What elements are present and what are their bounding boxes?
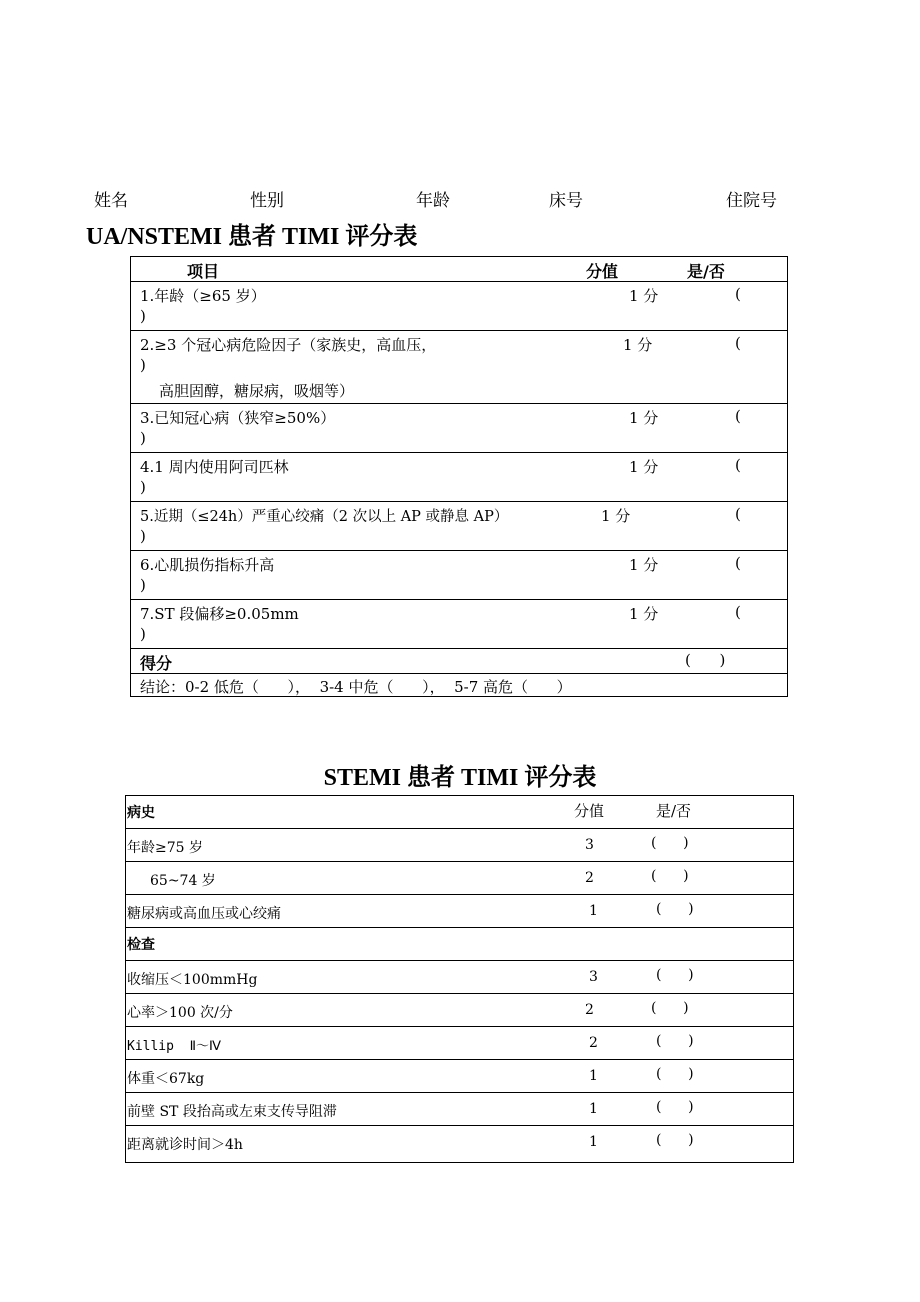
row-text: 3.已知冠心病（狭窄≥50%） [140,409,336,427]
table-row [131,404,787,453]
row-score: 1 分 [601,507,631,525]
table-row [126,895,793,928]
row-label: 心率＞100 次/分 [127,1005,233,1021]
header-yesno: 是/否 [656,802,692,820]
row-label: 体重＜67kg [127,1071,205,1087]
table-row [131,453,787,502]
answer-open-paren: ( [735,554,741,572]
history-section-label: 病史 [127,805,155,821]
row-score: 1 分 [629,605,659,623]
row-score: 2 [585,1002,594,1018]
table1-title: UA/NSTEMI 患者 TIMI 评分表 [86,224,418,250]
table-row [131,331,787,404]
row-text: 6.心肌损伤指标升高 [140,556,275,574]
table-row [131,282,787,331]
row-label: 糖尿病或高血压或心绞痛 [127,906,281,922]
row-score: 1 分 [629,556,659,574]
age-label: 年龄 [416,191,450,211]
answer-open-paren: ( [735,603,741,621]
admission-number-label: 住院号 [726,191,777,211]
table-row [126,1126,793,1159]
answer-open-paren: ( [735,505,741,523]
answer-close-paren: ) [140,625,146,643]
row-score: 1 [589,1068,598,1084]
row-score: 2 [585,870,594,886]
row-score: 1 分 [629,409,659,427]
answer-close-paren: ) [140,576,146,594]
exam-section-label: 检查 [127,937,155,953]
conclusion-text: 结论：0-2 低危（ ）， 3-4 中危（ ）， 5-7 高危（ ） [140,678,572,696]
total-score-label: 得分 [140,654,173,673]
row-text: 4.1 周内使用阿司匹林 [140,458,289,476]
total-score-row [131,649,787,674]
answer-field[interactable]: ( ) [651,1000,689,1016]
stemi-timi-table [125,795,794,1163]
table-row [126,862,793,895]
header-yesno: 是/否 [687,262,725,281]
total-score-field[interactable]: ( ) [685,651,726,669]
row-label: 距离就诊时间＞4h [127,1137,243,1153]
row-text: 1.年龄（≥65 岁） [140,287,266,305]
table1-header-row [131,257,787,282]
answer-field[interactable]: ( ) [656,901,694,917]
row-text: 2.≥3 个冠心病危险因子（家族史，高血压， [140,336,437,354]
answer-field[interactable]: ( ) [656,1099,694,1115]
row-label: 65~74 岁 [150,873,216,889]
row-score: 1 分 [623,336,653,354]
answer-field[interactable]: ( ) [656,967,694,983]
row-text-continuation: 高胆固醇，糖尿病，吸烟等） [159,382,355,400]
answer-open-paren: ( [735,334,741,352]
conclusion-row [131,674,787,697]
answer-field[interactable]: ( ) [651,868,689,884]
answer-close-paren: ) [140,356,146,374]
row-score: 3 [585,837,594,853]
header-score: 分值 [586,262,619,281]
table-row [131,600,787,649]
row-score: 3 [589,969,598,985]
row-score: 1 [589,1134,598,1150]
ua-nstemi-timi-table [130,256,788,697]
table-row [126,961,793,994]
answer-field[interactable]: ( ) [651,835,689,851]
row-text: 7.ST 段偏移≥0.05mm [140,605,299,623]
table-row [131,502,787,551]
row-score: 1 [589,1101,598,1117]
answer-open-paren: ( [735,456,741,474]
answer-close-paren: ) [140,527,146,545]
row-text: 5.近期（≤24h）严重心绞痛（2 次以上 AP 或静息 AP） [140,509,509,525]
answer-open-paren: ( [735,285,741,303]
sex-label: 性别 [250,191,284,211]
bed-label: 床号 [549,191,583,211]
answer-close-paren: ) [140,429,146,447]
answer-field[interactable]: ( ) [656,1132,694,1148]
row-label: 前壁 ST 段抬高或左束支传导阻滞 [127,1104,337,1120]
header-score: 分值 [574,802,605,820]
answer-field[interactable]: ( ) [656,1033,694,1049]
answer-open-paren: ( [735,407,741,425]
header-item: 项目 [187,262,220,281]
row-score: 1 分 [629,458,659,476]
table-row [126,1093,793,1126]
name-label: 姓名 [94,191,128,211]
answer-close-paren: ) [140,307,146,325]
table-row [126,1027,793,1060]
row-label: 收缩压＜100mmHg [127,972,258,988]
row-label: 年龄≥75 岁 [127,840,203,856]
exam-header-row [126,928,793,961]
table2-title: STEMI 患者 TIMI 评分表 [323,765,597,791]
row-score: 2 [589,1035,598,1051]
answer-field[interactable]: ( ) [656,1066,694,1082]
table-row [126,1060,793,1093]
history-header-row [126,796,793,829]
row-label: Killip Ⅱ～Ⅳ [127,1039,222,1054]
table-row [126,829,793,862]
answer-close-paren: ) [140,478,146,496]
table-row [131,551,787,600]
row-score: 1 分 [629,287,659,305]
table-row [126,994,793,1027]
row-score: 1 [589,903,598,919]
